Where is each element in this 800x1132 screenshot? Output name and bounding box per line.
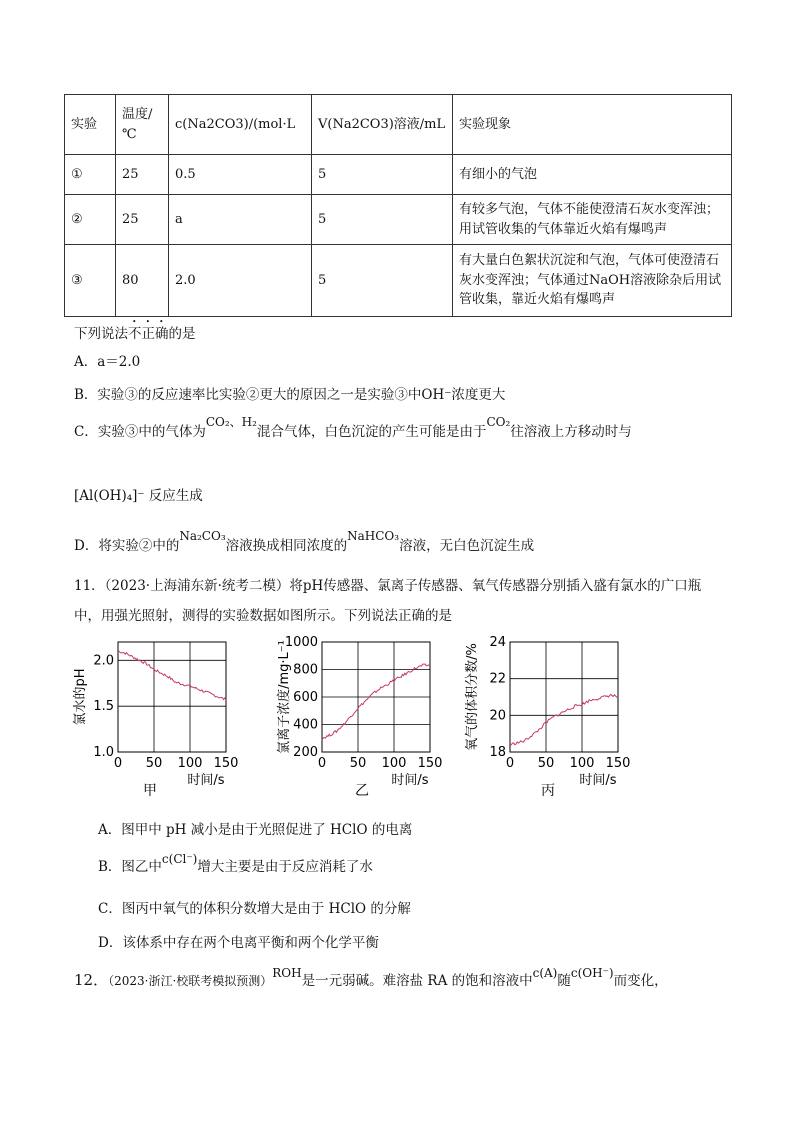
q12-stem [74, 966, 668, 990]
q11-option-b-text: B．图乙中 [98, 859, 162, 875]
x-tick-label: 100 [569, 756, 595, 771]
q10-option-c-formula: CO₂ [486, 415, 511, 429]
q11-option-b-formula: c(Cl⁻) [161, 852, 198, 866]
y-tick-label: 800 [293, 662, 318, 678]
x-tick-label: 100 [381, 756, 407, 771]
q10-option-d-text: D．将实验②中的 [74, 538, 180, 554]
y-tick-label: 18 [489, 745, 506, 760]
cell-id: ② [65, 195, 116, 245]
q11-stem-line2: 中，用强光照射，测得的实验数据如图所示。下列说法正确的是 [74, 608, 452, 624]
q11-option-b-text: 增大主要是由于反应消耗了水 [197, 859, 373, 875]
q12-source: （2023·浙江·校联考模拟预测） [108, 974, 273, 988]
q10-option-c-text: C．实验③中的气体为 [74, 424, 206, 440]
table-header-row [65, 95, 732, 155]
cell-temp: 80 [116, 245, 169, 317]
q10-stem [74, 318, 196, 342]
x-tick-label: 150 [605, 756, 631, 771]
table-row [65, 155, 732, 195]
header-cell: c(Na2CO3)/(mol·L [169, 95, 312, 155]
q12-text: 而变化， [613, 973, 668, 989]
q11-option-c: C．图丙中氧气的体积分数增大是由于 HClO 的分解 [98, 901, 411, 917]
cell-phenomenon: 有大量白色絮状沉淀和气泡，气体可使澄清石灰水变浑浊；气体通过NaOH溶液除杂后用试管收集，靠近火焰有爆鸣声 [453, 245, 732, 317]
q11-option-d: D．该体系中存在两个电离平衡和两个化学平衡 [98, 935, 379, 951]
q11-stem-line1: 11．（2023·上海浦东新·统考二模）将pH传感器、氯离子传感器、氧气传感器分别插入盛有氯水的广口瓶 [74, 578, 702, 594]
table-row [65, 245, 732, 317]
chart-caption: 丙 [541, 783, 555, 799]
y-tick-label: 22 [489, 671, 506, 687]
q10-stem-text-end: 的是 [168, 326, 196, 342]
y-axis-label: 氯水的pH [73, 668, 88, 726]
cell-conc: a [169, 195, 312, 245]
chart-caption: 乙 [355, 783, 369, 799]
q11-option-a: A．图甲中 pH 减小是由于光照促进了 HClO 的电离 [98, 822, 413, 838]
cell-phenomenon: 有细小的气泡 [453, 155, 732, 195]
chart-caption: 甲 [143, 783, 157, 799]
q10-option-d [74, 529, 535, 554]
q12-text: 是一元弱碱。难溶盐 RA 的饱和溶液中 [301, 973, 533, 989]
header-cell: 温度/℃ [116, 95, 169, 155]
x-tick-label: 0 [317, 756, 327, 771]
q12-formula: ROH [272, 966, 302, 980]
y-axis-label: 氧气的体积分数/% [465, 643, 480, 751]
chart-group [0, 630, 800, 800]
series-line [510, 694, 618, 745]
q10-option-c-text: 往溶液上方移动时与 [510, 424, 632, 440]
y-tick-label: 1.5 [93, 699, 114, 715]
y-tick-label: 400 [293, 717, 318, 733]
y-tick-label: 600 [293, 690, 318, 705]
cell-id: ① [65, 155, 116, 195]
q10-option-c-cont: [Al(OH)₄]⁻ 反应生成 [74, 488, 203, 504]
y-tick-label: 24 [489, 635, 506, 650]
header-cell: 实验 [65, 95, 116, 155]
q10-option-d-formula: NaHCO₃ [347, 529, 400, 543]
x-tick-label: 150 [213, 756, 239, 771]
x-tick-label: 50 [537, 756, 555, 771]
table-row [65, 195, 732, 245]
y-axis-label: 氯离子浓度/mg·L⁻¹ [277, 640, 292, 754]
q10-option-c-formula: CO₂、H₂ [205, 415, 257, 429]
q10-option-d-formula: Na₂CO₃ [179, 529, 226, 543]
q10-option-d-text: 溶液换成相同浓度的 [225, 538, 348, 554]
x-tick-label: 0 [505, 756, 515, 771]
q10-option-c [74, 415, 632, 440]
x-axis-label: 时间/s [579, 773, 617, 788]
cell-phenomenon: 有较多气泡，气体不能使澄清石灰水变浑浊；用试管收集的气体靠近火焰有爆鸣声 [453, 195, 732, 245]
q10-option-b: B．实验③的反应速率比实验②更大的原因之一是实验③中OH⁻浓度更大 [74, 387, 506, 403]
q11-option-b [98, 852, 373, 875]
header-cell: 实验现象 [453, 95, 732, 155]
q12-number: 12． [74, 971, 109, 989]
cell-conc: 0.5 [169, 155, 312, 195]
x-tick-label: 50 [349, 756, 367, 771]
header-cell: V(Na2CO3)溶液/mL [312, 95, 453, 155]
y-tick-label: 1000 [284, 635, 318, 650]
x-tick-label: 150 [417, 756, 443, 771]
cell-conc: 2.0 [169, 245, 312, 317]
x-axis-label: 时间/s [391, 773, 429, 788]
q12-formula: c(A) [532, 966, 558, 980]
y-tick-label: 200 [293, 745, 318, 760]
y-tick-label: 2.0 [93, 653, 114, 669]
experiment-table [64, 94, 732, 317]
x-axis-label: 时间/s [187, 773, 225, 788]
q12-formula: c(OH⁻) [570, 966, 614, 980]
x-tick-label: 50 [145, 756, 163, 771]
q12-text: 随 [557, 973, 571, 989]
y-tick-label: 1.0 [93, 745, 114, 760]
cell-temp: 25 [116, 155, 169, 195]
y-tick-label: 20 [489, 708, 506, 724]
cell-vol: 5 [312, 245, 453, 317]
q10-option-a: A．a＝2.0 [74, 354, 141, 370]
q10-option-c-text: 混合气体，白色沉淀的产生可能是由于 [256, 424, 487, 440]
cell-temp: 25 [116, 195, 169, 245]
cell-id: ③ [65, 245, 116, 317]
x-tick-label: 100 [177, 756, 203, 771]
series-line [118, 651, 226, 700]
q10-option-d-text: 溶液，无白色沉淀生成 [399, 538, 535, 554]
cell-vol: 5 [312, 155, 453, 195]
q10-stem-emphasis: 不正确 [128, 326, 169, 342]
q10-stem-text: 下列说法 [74, 326, 128, 342]
cell-vol: 5 [312, 195, 453, 245]
x-tick-label: 0 [113, 756, 123, 771]
series-line [322, 664, 430, 740]
